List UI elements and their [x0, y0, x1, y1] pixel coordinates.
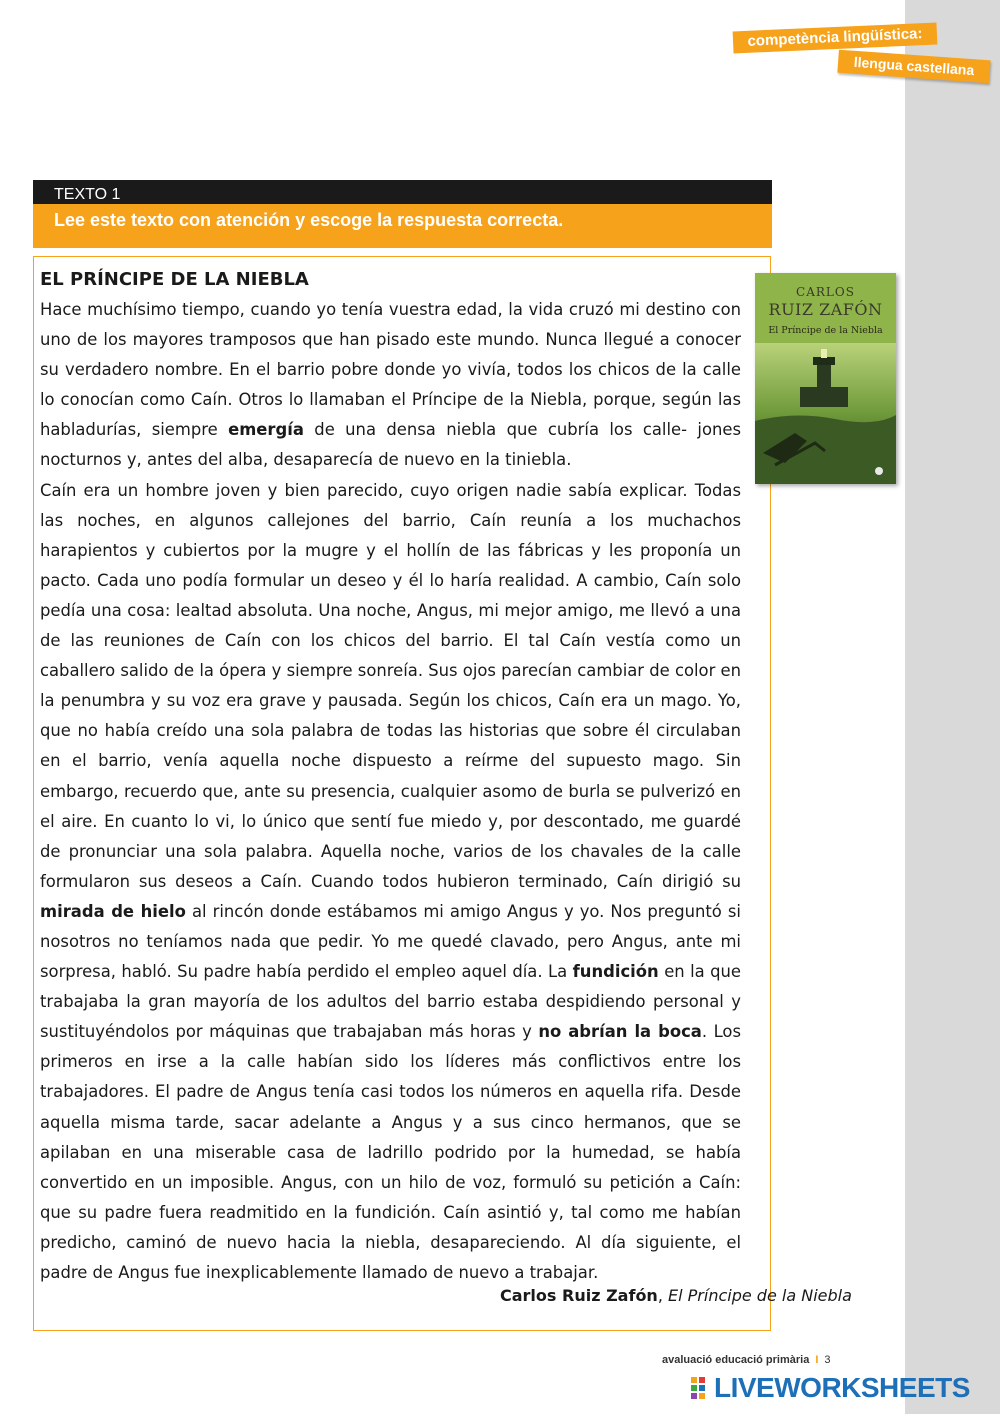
paragraph-1 [40, 295, 741, 476]
paragraph-2-text-c: en la que trabajaba la gran mayoría de los adultos del barrio estaba despidiendo personal y sustituyéndolos por máquinas que trabajaban más horas y [40, 962, 742, 1042]
brand-name: LIVEWORKSHEETS [714, 1372, 970, 1403]
story-body [40, 295, 741, 1288]
book-cover-title: El Príncipe de la Niebla [768, 325, 883, 336]
book-cover-image [755, 273, 896, 484]
subject-tag: llengua castellana [837, 50, 990, 84]
page-footer [662, 1354, 831, 1366]
citation-title: El Príncipe de la Niebla [668, 1286, 852, 1305]
paragraph-2-text-b: al rincón donde estábamos mi amigo Angus y yo. Nos preguntó si nosotros no teníamos nada que pedir. Yo me quedé clavado, pero Angus, ante mi sorpresa, habló. Su padre había perdido el empleo aquel día. La [40, 901, 741, 982]
citation-author: Carlos Ruiz Zafón [500, 1286, 658, 1305]
keyword-no-abrian-la-boca: no abrían la boca [538, 1022, 702, 1042]
citation-separator: , [657, 1286, 663, 1305]
keyword-mirada-de-hielo: mirada de hielo [40, 901, 186, 921]
liveworksheets-logo-icon [690, 1376, 714, 1400]
paragraph-2-text-a: Caín era un hombre joven y bien parecido, cuyo origen nadie sabía explicar. Todas las noches, en algunos callejones del barrio, Caín reunía a los muchachos harapientos y cubiertos por la mugre y el hollín de las fábricas y les proponía un pacto. Cada uno podía formular un deseo y él lo haría realidad. A cambio, Caín solo pedía una cosa: lealtad absoluta. Una noche, Angus, mi mejor amigo, me llevó a una de las reuniones de Caín con los chicos del barrio. El tal Caín vestía como un caballero salido de la ópera y siempre sonreía. Sus ojos parecían cambiar de color en la penumbra y su voz era grave y pausada. Según los chicos, Caín era un mago. Yo, que no había creído una sola palabra de todas las historias que sobre él circulaban en el barrio, venía aquella noche dispuesto a reírme del supuesto mago. Sin embargo, recuerdo que, ante su presencia, cualquier asomo de burla se pulverizó en el aire. En cuanto lo vi, lo único que sentí fue miedo y, por descontado, me guardé de pronunciar una sola palabra. Aquella noche, varios de los chavales de la calle formularon sus deseos a Caín. Cuando todos hubieron terminado, Caín dirigió su [40, 480, 741, 891]
book-cover-author-last: RUIZ ZAFÓN [768, 300, 883, 319]
story-title: EL PRÍNCIPE DE LA NIEBLA [40, 269, 309, 290]
paragraph-1-text-a: Hace muchísimo tiempo, cuando yo tenía vuestra edad, la vida cruzó mi destino con uno de los mayores tramposos que han pisado este mundo. Nunca llegué a conocer su verdadero nombre. En el barrio pobre donde yo vivía, todos los chicos de la calle lo conocían como Caín. Otros lo llamaban el Príncipe de la Niebla, porque, según las habladurías, siempre [40, 300, 741, 440]
paragraph-2-text-d: . Los primeros en irse a la calle habían sido los líderes más conflictivos entre los trabajadores. El padre de Angus tenía casi todos los números en aquella rifa. Desde aquella misma tarde, sacar adelante a Angus y a sus cinco hermanos, que se apilaban en una miserable casa de ladrillo podrido por la humedad, se había convertido en un imposible. Angus, con un hilo de voz, formuló su petición a Caín: que su padre fuera readmitido en la fundición. Caín asintió y, tal como me habían predicho, caminó de nuevo hacia la niebla, desapareciendo. Al día siguiente, el padre de Angus fue inexplicablemente llamado de nuevo a trabajar. [40, 1022, 741, 1282]
right-margin-strip [905, 0, 1000, 1414]
citation [500, 1285, 852, 1307]
competence-tag: competència lingüística: [733, 23, 938, 54]
footer-separator: I [815, 1354, 819, 1366]
lighthouse-illustration [755, 343, 896, 484]
book-cover-author-first: CARLOS [796, 285, 855, 299]
page-number: 3 [824, 1354, 831, 1366]
section-header-bar [33, 180, 772, 204]
footer-text: avaluació educació primària [662, 1354, 810, 1366]
keyword-emergia: emergía [228, 420, 304, 440]
paragraph-1-text-b: de una densa niebla que cubría los calle- jones nocturnos y, antes del alba, desaparecía de nuevo en la tiniebla. [40, 420, 741, 470]
section-label: TEXTO 1 [54, 186, 121, 203]
instruction-text: Lee este texto con atención y escoge la respuesta correcta. [54, 210, 564, 230]
keyword-fundicion: fundición [572, 962, 659, 982]
paragraph-2 [40, 476, 741, 1289]
